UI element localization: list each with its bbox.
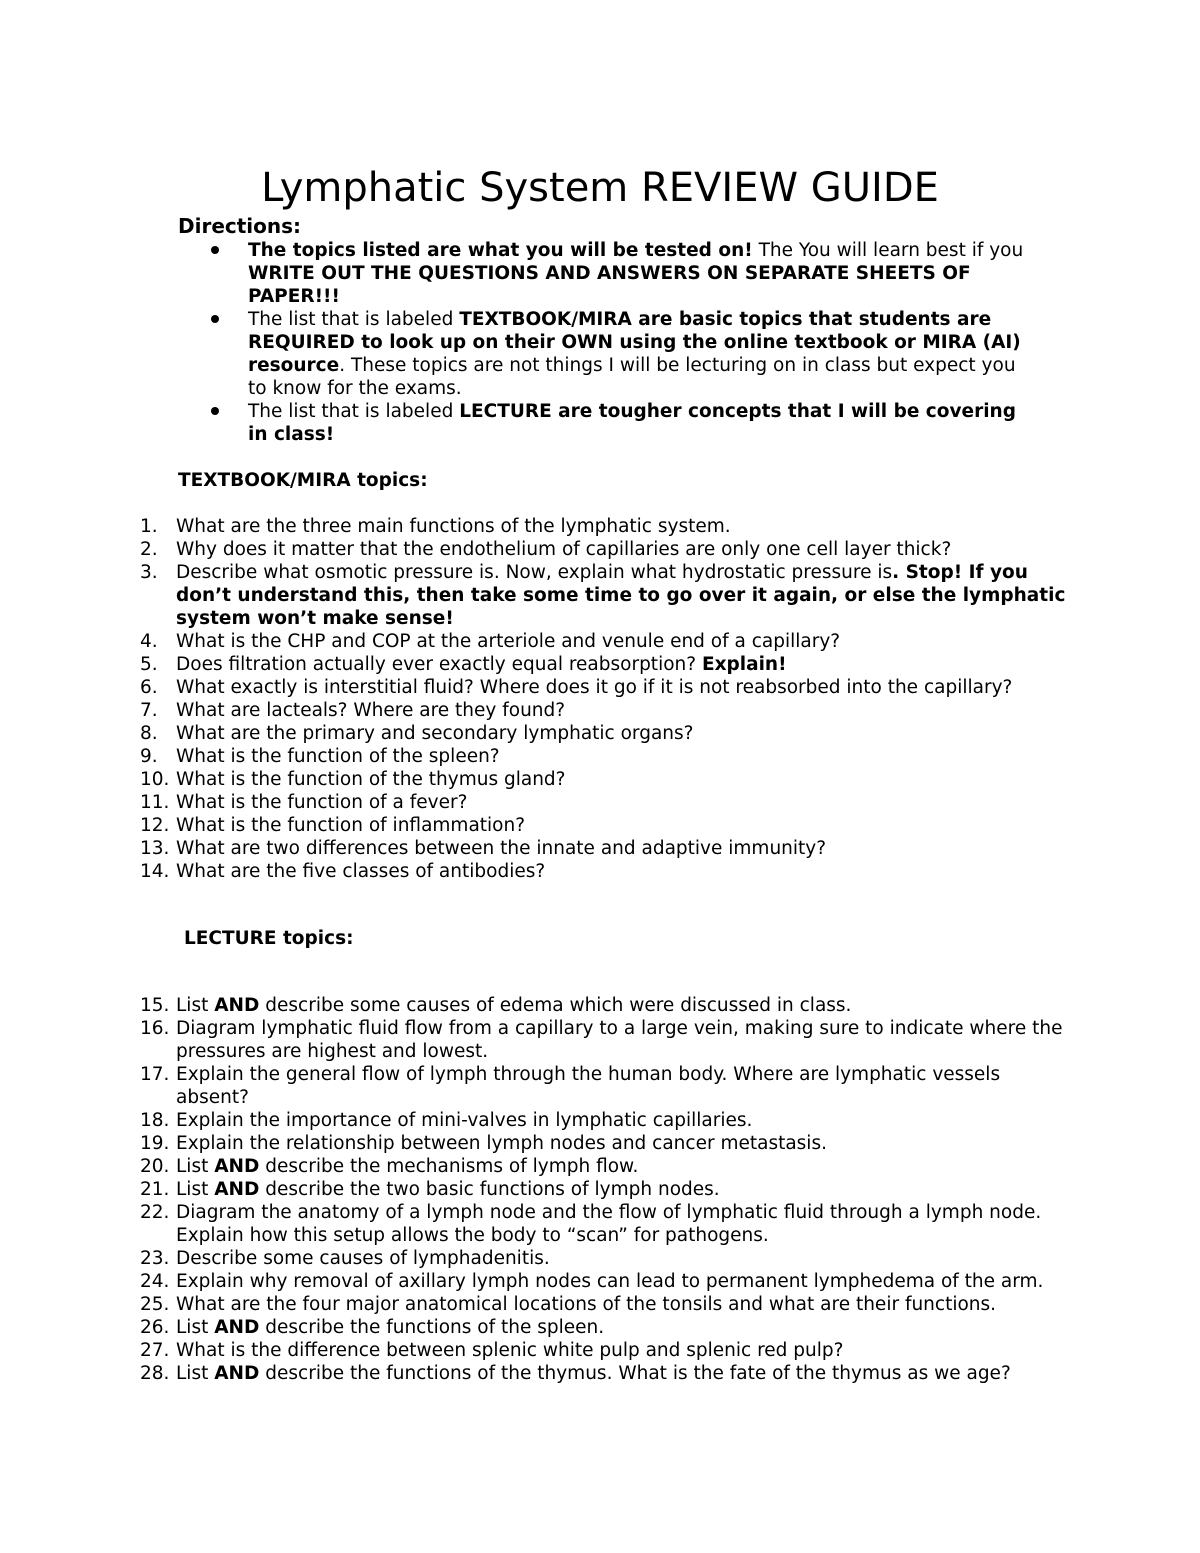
item-number: 24. — [140, 1271, 170, 1292]
bullet-icon — [211, 315, 219, 323]
item-number: 19. — [140, 1133, 170, 1154]
item-text: What is the function of the thymus gland? — [176, 769, 566, 790]
item-number: 16. — [140, 1018, 170, 1039]
item-text: List — [176, 1156, 215, 1177]
list-item — [0, 791, 1076, 814]
item-text: What is the function of inflammation? — [176, 815, 526, 836]
directions-item: The list that is labeled LECTURE are tougher concepts that I will be covering in class! — [0, 400, 1028, 446]
item-text: What is the function of a fever? — [176, 792, 468, 813]
bullet-icon — [211, 407, 219, 415]
list-item — [0, 630, 1076, 653]
list-item — [0, 1270, 1076, 1293]
item-number: 9. — [140, 746, 158, 767]
list-item — [0, 538, 1076, 561]
list-item — [0, 1132, 1076, 1155]
item-number: 1. — [140, 516, 158, 537]
item-text: AND — [214, 1179, 260, 1200]
item-number: 7. — [140, 700, 158, 721]
item-number: 11. — [140, 792, 170, 813]
list-item — [0, 1178, 1076, 1201]
item-text: Diagram the anatomy of a lymph node and the flow of lymphatic fluid through a lymph node. Explain how this setup allows the body to “scan” for pathogens. — [176, 1202, 1042, 1246]
list-item — [0, 1339, 1076, 1362]
list-item — [0, 837, 1076, 860]
item-number: 5. — [140, 654, 158, 675]
item-text: What are the four major anatomical locations of the tonsils and what are their functions. — [176, 1294, 997, 1315]
item-text: What are two differences between the innate and adaptive immunity? — [176, 838, 827, 859]
page-title: Lymphatic System REVIEW GUIDE — [261, 165, 939, 211]
directions-item: The topics listed are what you will be tested on! The You will learn best if you WRITE OUT THE QUESTIONS AND ANSWERS ON SEPARATE SHEETS OF PAPER!!! — [0, 239, 1028, 308]
list-item — [0, 515, 1076, 538]
item-text: Does filtration actually ever exactly equal reabsorption? — [176, 654, 702, 675]
directions-item: The list that is labeled TEXTBOOK/MIRA are basic topics that students are REQUIRED to look up on their OWN using the online textbook or MIRA (AI) resource. These topics are not things I will be lecturing on in class but expect you to know for the exams. — [0, 308, 1028, 400]
item-text: List — [176, 1317, 215, 1338]
item-text: Describe what osmotic pressure is. Now, explain what hydrostatic pressure is — [176, 562, 893, 583]
lecture-section-label: LECTURE topics: — [184, 928, 354, 949]
item-text: describe the two basic functions of lymph nodes. — [259, 1179, 720, 1200]
item-text: AND — [214, 1363, 260, 1384]
item-text: What is the function of the spleen? — [176, 746, 500, 767]
item-text: Explain the general flow of lymph through the human body. Where are lymphatic vessels absent? — [176, 1064, 1001, 1108]
list-item — [0, 745, 1076, 768]
list-item — [0, 1201, 1076, 1247]
item-text: Why does it matter that the endothelium of capillaries are only one cell layer thick? — [176, 539, 952, 560]
item-text: Explain the importance of mini-valves in lymphatic capillaries. — [176, 1110, 753, 1131]
item-number: 21. — [140, 1179, 170, 1200]
item-text: List — [176, 1179, 215, 1200]
item-text: describe some causes of edema which were discussed in class. — [259, 995, 852, 1016]
item-number: 6. — [140, 677, 158, 698]
item-text: describe the functions of the spleen. — [259, 1317, 605, 1338]
item-text: AND — [214, 1317, 260, 1338]
directions-list — [0, 239, 1028, 446]
item-number: 18. — [140, 1110, 170, 1131]
item-text: Describe some causes of lymphadenitis. — [176, 1248, 550, 1269]
item-text: What is the difference between splenic white pulp and splenic red pulp? — [176, 1340, 844, 1361]
list-item — [0, 676, 1076, 699]
item-number: 17. — [140, 1064, 170, 1085]
list-item — [0, 768, 1076, 791]
list-item — [0, 722, 1076, 745]
item-text: describe the functions of the thymus. What is the fate of the thymus as we age? — [259, 1363, 1011, 1384]
item-text: List — [176, 1363, 215, 1384]
item-number: 12. — [140, 815, 170, 836]
item-number: 14. — [140, 861, 170, 882]
item-number: 10. — [140, 769, 170, 790]
item-text: Explain the relationship between lymph nodes and cancer metastasis. — [176, 1133, 827, 1154]
item-number: 4. — [140, 631, 158, 652]
item-number: 25. — [140, 1294, 170, 1315]
item-text: AND — [214, 995, 260, 1016]
list-item — [0, 561, 1076, 630]
item-text: Explain why removal of axillary lymph nodes can lead to permanent lymphedema of the arm. — [176, 1271, 1044, 1292]
item-text: . Stop! If you don’t understand this, then take some time to go over it again, or else the lymphatic system won’t make sense! — [176, 562, 1066, 629]
item-number: 2. — [140, 539, 158, 560]
item-text: What exactly is interstitial fluid? Where does it go if it is not reabsorbed into the capillary? — [176, 677, 1013, 698]
item-text: describe the mechanisms of lymph flow. — [259, 1156, 639, 1177]
textbook-topic-list — [0, 515, 1076, 883]
item-text: What are the primary and secondary lymphatic organs? — [176, 723, 694, 744]
list-item — [0, 1362, 1076, 1385]
item-number: 3. — [140, 562, 158, 583]
item-number: 22. — [140, 1202, 170, 1223]
list-item — [0, 860, 1076, 883]
item-number: 23. — [140, 1248, 170, 1269]
item-text: What are the five classes of antibodies? — [176, 861, 546, 882]
item-text: Explain! — [701, 654, 787, 675]
textbook-section-label: TEXTBOOK/MIRA topics: — [178, 470, 428, 491]
item-number: 15. — [140, 995, 170, 1016]
item-number: 28. — [140, 1363, 170, 1384]
item-number: 13. — [140, 838, 170, 859]
list-item — [0, 1155, 1076, 1178]
list-item — [0, 1109, 1076, 1132]
item-number: 26. — [140, 1317, 170, 1338]
item-text: What are the three main functions of the lymphatic system. — [176, 516, 731, 537]
list-item — [0, 1316, 1076, 1339]
item-text: What is the CHP and COP at the arteriole and venule end of a capillary? — [176, 631, 841, 652]
list-item — [0, 1293, 1076, 1316]
lecture-topic-list — [0, 994, 1076, 1385]
list-item — [0, 653, 1076, 676]
list-item — [0, 1247, 1076, 1270]
bullet-icon — [211, 246, 219, 254]
list-item — [0, 1063, 1076, 1109]
item-text: What are lacteals? Where are they found? — [176, 700, 566, 721]
item-text: Diagram lymphatic fluid flow from a capillary to a large vein, making sure to indicate where the pressures are highest and lowest. — [176, 1018, 1063, 1062]
list-item — [0, 699, 1076, 722]
item-text: List — [176, 995, 215, 1016]
directions-heading: Directions: — [178, 214, 302, 238]
item-number: 8. — [140, 723, 158, 744]
item-number: 20. — [140, 1156, 170, 1177]
list-item — [0, 994, 1076, 1017]
list-item — [0, 1017, 1076, 1063]
list-item — [0, 814, 1076, 837]
item-text: AND — [214, 1156, 260, 1177]
item-number: 27. — [140, 1340, 170, 1361]
